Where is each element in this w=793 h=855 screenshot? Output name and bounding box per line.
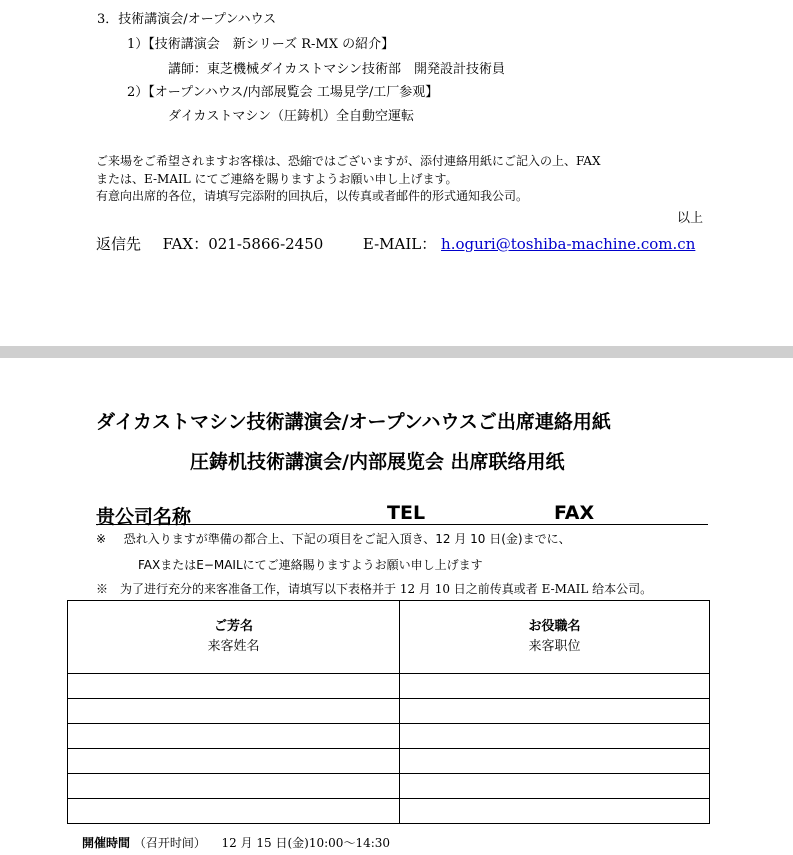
reply-line xyxy=(96,233,695,254)
header-title-cn: 来客职位 xyxy=(528,639,581,654)
title-cell[interactable] xyxy=(400,774,710,799)
header-name xyxy=(68,601,400,674)
table-header-row xyxy=(68,601,710,674)
title-cell[interactable] xyxy=(400,699,710,724)
fax-label: FAX xyxy=(554,502,595,524)
name-cell[interactable] xyxy=(68,699,400,724)
company-line xyxy=(96,502,708,528)
header-name-cn: 来客姓名 xyxy=(207,639,260,654)
note-1 xyxy=(96,530,571,547)
header-name-jp: ご芳名 xyxy=(213,619,253,634)
header-title xyxy=(400,601,710,674)
note-1b: FAXまたはE−MAILにてご連絡賜りますようお願い申し上げます xyxy=(138,558,483,572)
reply-label: 返信先 xyxy=(96,235,142,253)
event-time-label: 開催時間 xyxy=(82,836,131,850)
notice-line-3: 有意向出席的各位，请填写完添附的回执后，以传真或者邮件的形式通知我公司。 xyxy=(96,189,529,203)
registration-table xyxy=(67,600,710,824)
event-time-cn: （召开时间） xyxy=(133,836,206,850)
form-title-cn: 圧鋳机技術講演会/内部展览会 出席联络用纸 xyxy=(190,451,565,473)
tel-label: TEL xyxy=(387,502,426,524)
reply-fax: FAX：021-5866-2450 xyxy=(162,235,324,253)
notice-end: 以上 xyxy=(677,211,704,226)
table-row xyxy=(68,699,710,724)
table-row xyxy=(68,724,710,749)
program-sub-2-detail: ダイカストマシン（圧鋳机）全自動空運転 xyxy=(168,109,415,124)
reply-email-link[interactable]: h.oguri@toshiba-machine.com.cn xyxy=(441,235,696,253)
name-cell[interactable] xyxy=(68,774,400,799)
program-sub-2: 2）【オープンハウス/内部展覧会 工場見学/工厂参观】 xyxy=(127,85,439,100)
table-row xyxy=(68,749,710,774)
program-item-3: 3．技術講演会/オープンハウス xyxy=(97,12,277,27)
name-cell[interactable] xyxy=(68,724,400,749)
program-sub-1-detail: 講師：東芝機械ダイカストマシン技術部 開発設計技術員 xyxy=(168,62,506,77)
title-cell[interactable] xyxy=(400,749,710,774)
event-time xyxy=(82,834,390,851)
company-name-label: 贵公司名称 xyxy=(96,506,192,528)
notice-line-2: または、E-MAIL にてご連絡を賜りますようお願い申し上げます。 xyxy=(96,172,458,186)
note-1-mark: ※ xyxy=(96,532,107,546)
table-row xyxy=(68,674,710,699)
title-cell[interactable] xyxy=(400,799,710,824)
name-cell[interactable] xyxy=(68,674,400,699)
name-cell[interactable] xyxy=(68,749,400,774)
title-cell[interactable] xyxy=(400,674,710,699)
title-cell[interactable] xyxy=(400,724,710,749)
note-2: ※ 为了进行充分的来客准备工作，请填写以下表格并于 12 月 10 日之前传真或者 E-MAIL 给本公司。 xyxy=(96,582,653,596)
form-title-jp: ダイカストマシン技術講演会/オープンハウスご出席連絡用紙 xyxy=(96,411,611,433)
reply-email-label: E-MAIL： xyxy=(362,235,437,253)
program-sub-1: 1）【技術講演会 新シリーズ R-MX の紹介】 xyxy=(127,37,395,52)
event-time-date: 12 月 15 日(金)10:00〜14:30 xyxy=(221,836,391,850)
table-row xyxy=(68,774,710,799)
note-1-text: 恐れ入りますが準備の都合上、下記の項目をご記入頂き、12 月 10 日(金)までに、 xyxy=(123,532,571,546)
name-cell[interactable] xyxy=(68,799,400,824)
notice-line-1: ご来場をご希望されますお客様は、恐縮ではございますが、添付連絡用紙にご記入の上、FAX xyxy=(96,154,601,168)
table-row xyxy=(68,799,710,824)
page-break xyxy=(0,346,793,358)
header-title-jp: お役職名 xyxy=(528,619,581,634)
